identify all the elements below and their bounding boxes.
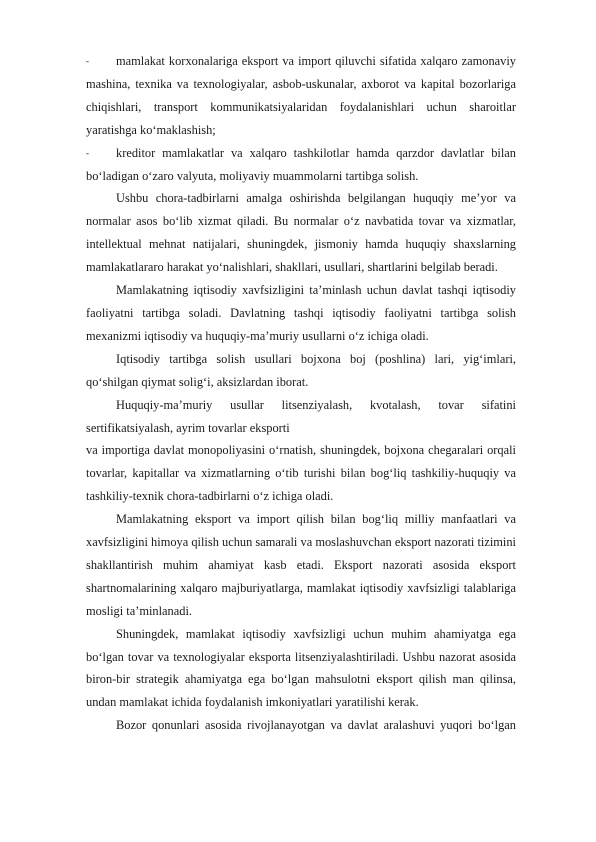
paragraph: Huquqiy-ma’muriy usullar litsenziyalash, kvotalash, tovar sifatini sertifikatsiyalash, ayrim tovarlar eksporti	[86, 397, 516, 435]
paragraph: Shuningdek, mamlakat iqtisodiy xavfsizligi uchun muhim ahamiyatga ega bo‘lgan tovar va texnologiyalar eksporta litsenziyalashtiriladi. Ushbu nazorat asosida biron-bir strategik ahamiyatga ega bo‘lgan mahsulotni eksport qilish man qilinsa, undan mamlakat ichida foydalanish imkoniyatlari yaratilishi kerak.	[86, 626, 516, 710]
bullet-text: mamlakat korxonalariga eksport va import qiluvchi sifatida xalqaro zamonaviy mashina, texnika va texnologiyalar, asbob-uskunalar, axborot va kapital bozorlariga chiqishlari, transport kommunikatsiyalaridan foydalanishlari uchun sharoitlar yaratishga ko‘maklashish;	[86, 54, 516, 137]
paragraph: Mamlakatning eksport va import qilish bilan bog‘liq milliy manfaatlari va xavfsizligini himoya qilish uchun samarali va moslashuvchan eksport nazorati tizimini shakllantirish muhim ahamiyat kasb etadi. Eksport nazorati asosida eksport shartnomalarining xalqaro majburiyatlarga, mamlakat iqtisodiy xavfsizligi talablariga mosligi ta’minlanadi.	[86, 512, 516, 618]
document-page	[86, 50, 516, 737]
bullet-item	[86, 142, 516, 188]
bullet-marker: -	[86, 147, 89, 158]
bullet-item	[86, 50, 516, 142]
paragraph: Bozor qonunlari asosida rivojlanayotgan va davlat aralashuvi yuqori bo‘lgan	[116, 718, 516, 733]
paragraph: va importiga davlat monopoliyasini o‘rnatish, shuningdek, bojxona chegaralari orqali tovarlar, kapitallar va xizmatlarning o‘tib turishi bilan bog‘liq tashkiliy-huquqiy va tashkiliy-texnik chora-tadbirlarni o‘z ichiga oladi.	[86, 443, 516, 504]
paragraph: Ushbu chora-tadbirlarni amalga oshirishda belgilangan huquqiy me’yor va normalar asos bo‘lib xizmat qiladi. Bu normalar o‘z navbatida tovar va xizmatlar, intellektual mehnat natijalari, shuningdek, jismoniy hamda huquqiy shaxslarning mamlakatlararo harakat yo‘nalishlari, shakllari, usullari, shartlarini belgilab beradi.	[86, 191, 516, 275]
paragraph: Mamlakatning iqtisodiy xavfsizligini ta’minlash uchun davlat tashqi iqtisodiy faoliyatni tartibga soladi. Davlatning tashqi iqtisodiy faoliyatni tartibga solish mexanizmi iqtisodiy va huquqiy-ma’muriy usullarni o‘z ichiga oladi.	[86, 283, 516, 343]
bullet-marker: -	[86, 56, 89, 66]
bullet-text: kreditor mamlakatlar va xalqaro tashkilotlar hamda qarzdor davlatlar bilan bo‘ladigan o‘zaro valyuta, moliyaviy muammolarni tartibga solish.	[86, 145, 516, 183]
paragraph: Iqtisodiy tartibga solish usullari bojxona boj (poshlina) lari, yig‘imlari, qo‘shilgan qiymat solig‘i, aksizlardan iborat.	[86, 351, 516, 389]
